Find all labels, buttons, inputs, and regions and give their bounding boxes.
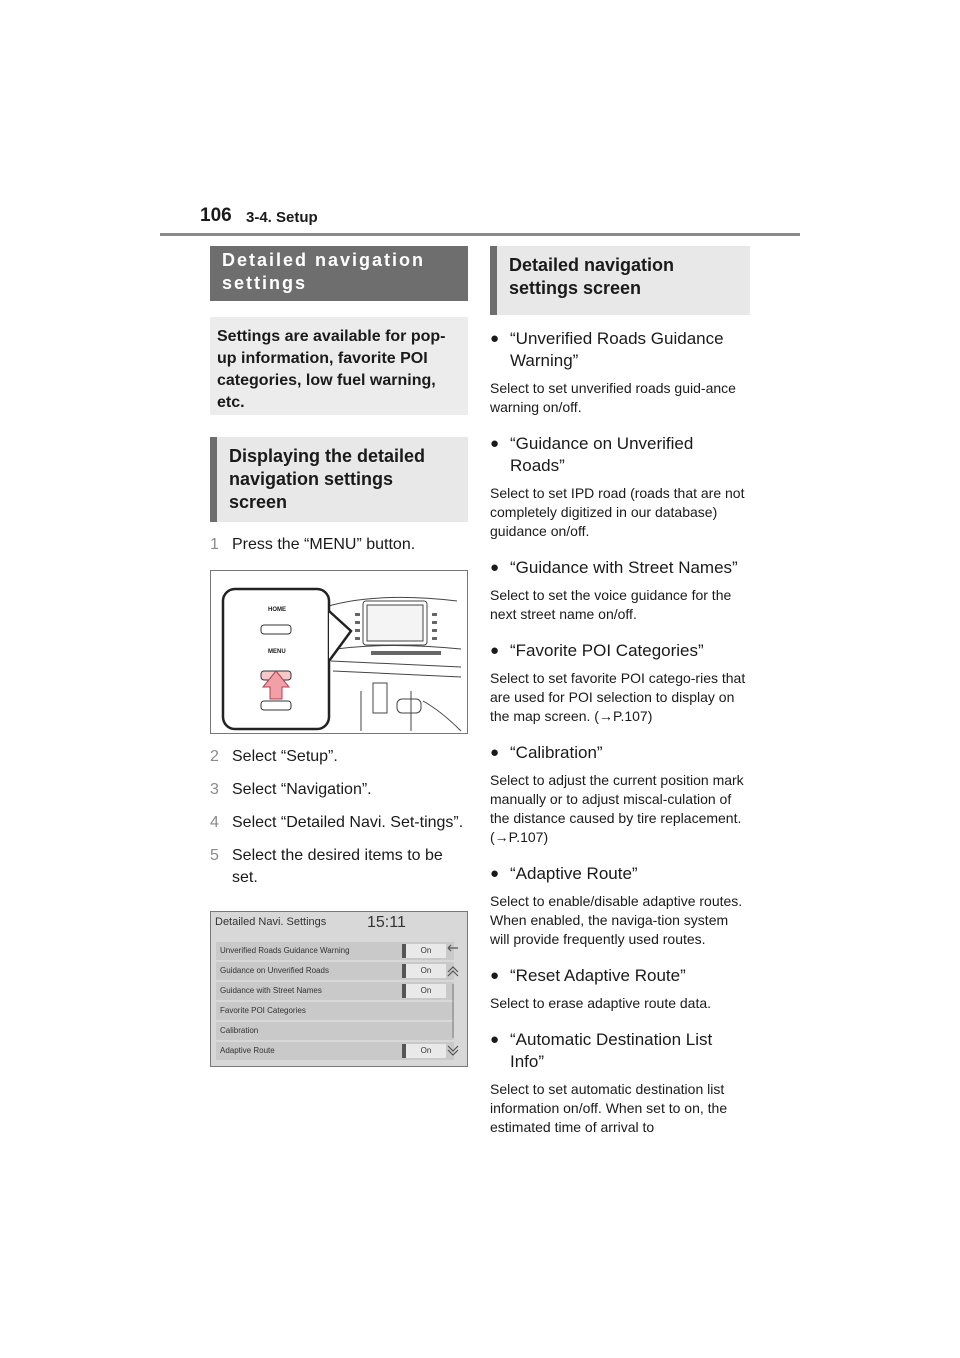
item-desc: Select to enable/disable adaptive routes. When enabled, the naviga-tion system will provide frequently used routes. (490, 893, 743, 947)
dashboard-illustration (211, 571, 467, 733)
row-label: Favorite POI Categories (220, 1006, 306, 1015)
bullet-icon: ● (490, 1031, 500, 1048)
setting-item (490, 557, 750, 624)
item-desc: Select to set favorite POI catego-ries that are used for POI selection to display on the map screen. (→P.107) (490, 670, 746, 724)
row-label: Unverified Roads Guidance Warning (220, 946, 350, 955)
setting-item (490, 863, 750, 949)
setting-item (490, 328, 750, 417)
step-2 (210, 746, 468, 768)
step-3 (210, 779, 468, 801)
bullet-icon: ● (490, 865, 500, 882)
page-up-icon (448, 967, 458, 976)
item-desc: Select to set the voice guidance for the next street name on/off. (490, 587, 732, 622)
screen-row[interactable] (216, 1002, 454, 1020)
page-down-icon (448, 1046, 458, 1055)
right-column (490, 246, 750, 1137)
step-number: 4 (210, 814, 219, 831)
row-label: Guidance with Street Names (220, 986, 322, 995)
setting-item (490, 640, 750, 726)
setting-item (490, 742, 750, 847)
item-desc: Select to set IPD road (roads that are not completely digitized in our database) guidance on/off. (490, 485, 745, 539)
step-text: Select “Navigation”. (232, 781, 372, 798)
step-number: 1 (210, 536, 219, 553)
item-title: “Guidance on Unverified Roads” (510, 434, 694, 475)
screen-row[interactable] (216, 1042, 454, 1060)
screen-scroll-controls (443, 938, 463, 1062)
step-1 (210, 534, 468, 556)
step-number: 2 (210, 748, 219, 765)
bullet-icon: ● (490, 642, 500, 659)
step-number: 3 (210, 781, 219, 798)
navi-settings-screen (210, 911, 468, 1067)
home-label: HOME (268, 607, 286, 613)
section-label: 3-4. Setup (246, 209, 318, 226)
subsection-heading: Displaying the detailed navigation settings screen (210, 437, 468, 522)
screen-row[interactable] (216, 1022, 454, 1040)
item-desc: Select to erase adaptive route data. (490, 995, 712, 1011)
row-label: Calibration (220, 1026, 259, 1035)
dashboard-figure (210, 570, 468, 734)
item-desc: Select to set automatic destination list information on/off. When set to on, the estimated time of arrival to (490, 1081, 728, 1135)
item-title: “Guidance with Street Names” (510, 558, 738, 577)
screen-row[interactable] (216, 942, 454, 960)
step-text: Press the “MENU” button. (232, 536, 416, 553)
setting-item (490, 965, 750, 1013)
row-label: Guidance on Unverified Roads (220, 966, 329, 975)
section-heading: Detailed navigation settings (210, 246, 468, 301)
menu-label: MENU (268, 649, 286, 655)
row-value: On (402, 984, 446, 998)
bullet-icon: ● (490, 435, 500, 452)
item-title: “Reset Adaptive Route” (510, 966, 686, 985)
row-value: On (402, 964, 446, 978)
back-icon (448, 945, 458, 951)
item-title: “Favorite POI Categories” (510, 641, 704, 660)
screen-title: Detailed Navi. Settings (215, 916, 327, 928)
screen-row[interactable] (216, 982, 454, 1000)
bullet-icon: ● (490, 559, 500, 576)
bullet-icon: ● (490, 330, 500, 347)
setting-item (490, 433, 750, 541)
step-4 (210, 812, 468, 834)
item-desc: Select to set unverified roads guid-ance warning on/off. (490, 380, 736, 415)
section-summary: Settings are available for pop-up information, favorite POI categories, low fuel warning, etc. (210, 317, 468, 415)
row-value: On (402, 1044, 446, 1058)
item-title: “Unverified Roads Guidance Warning” (510, 329, 724, 370)
page-number: 106 (200, 205, 232, 226)
left-column (210, 246, 468, 1067)
item-title: “Calibration” (510, 743, 603, 762)
step-number: 5 (210, 847, 219, 864)
step-text: Select the desired items to be set. (232, 847, 443, 886)
step-text: Select “Detailed Navi. Set-tings”. (232, 814, 464, 831)
item-desc: Select to adjust the current position mark manually or to adjust miscal-culation of the distance caused by tire replacement. (→P.107) (490, 772, 744, 845)
item-title: “Automatic Destination List Info” (510, 1030, 713, 1071)
row-label: Adaptive Route (220, 1046, 275, 1055)
screen-section-heading: Detailed navigation settings screen (490, 246, 750, 315)
row-value: On (402, 944, 446, 958)
step-5 (210, 845, 468, 889)
step-text: Select “Setup”. (232, 748, 338, 765)
bullet-icon: ● (490, 967, 500, 984)
item-title: “Adaptive Route” (510, 864, 638, 883)
screen-time: 15:11 (367, 914, 406, 931)
setting-item (490, 1029, 750, 1137)
screen-row[interactable] (216, 962, 454, 980)
header-rule (160, 233, 800, 236)
bullet-icon: ● (490, 744, 500, 761)
